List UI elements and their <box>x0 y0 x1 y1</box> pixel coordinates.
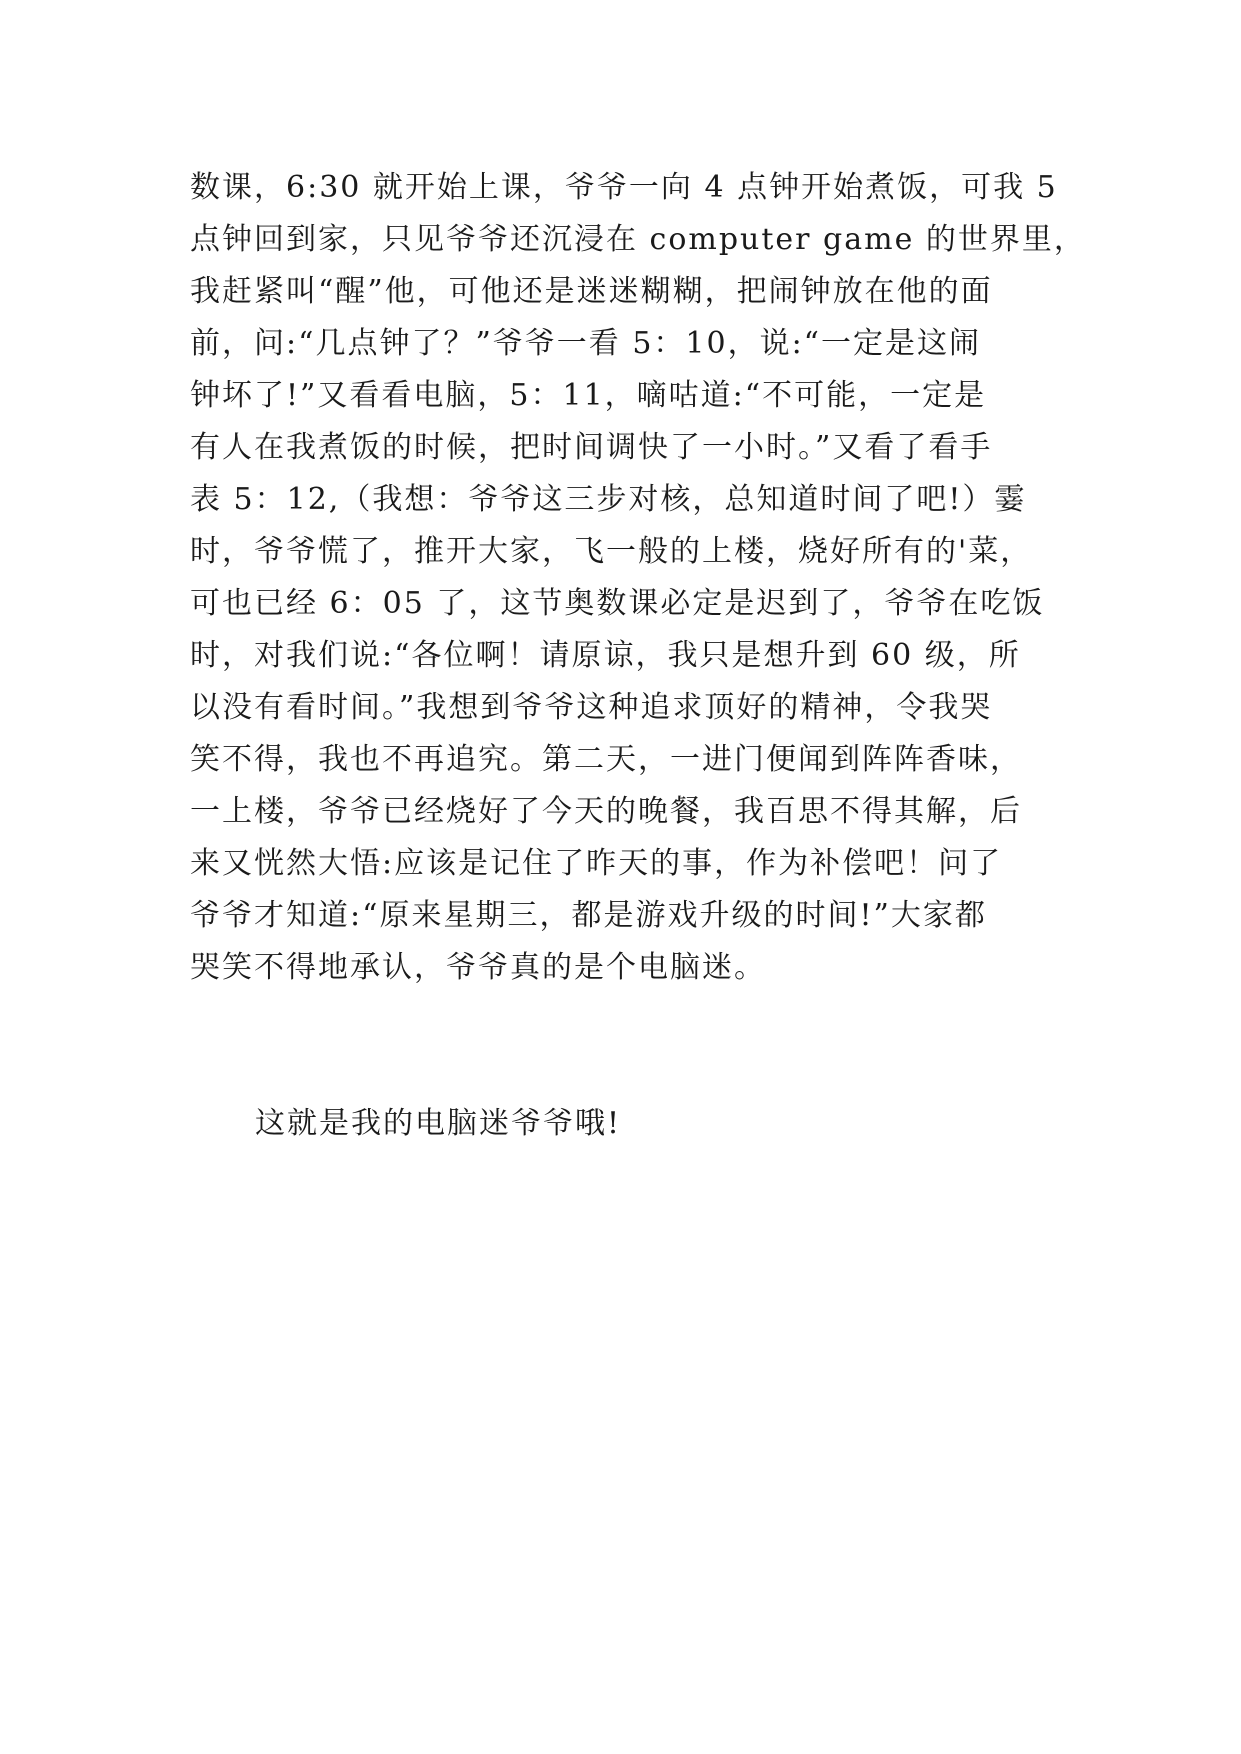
paragraph-line: 前，问:“几点钟了？”爷爷一看 5：10，说:“一定是这闹 <box>190 326 982 361</box>
paragraph-line: 点钟回到家，只见爷爷还沉浸在 computer game 的世界里， <box>190 222 1086 257</box>
paragraph-line: 数课，6:30 就开始上课，爷爷一向 4 点钟开始煮饭，可我 5 <box>190 170 1058 205</box>
paragraph-line: 可也已经 6：05 了，这节奥数课必定是迟到了，爷爷在吃饭 <box>190 586 1045 621</box>
paragraph-line: 来又恍然大悟:应该是记住了昨天的事，作为补偿吧！问了 <box>190 846 1003 881</box>
paragraph-line: 一上楼，爷爷已经烧好了今天的晚餐，我百思不得其解，后 <box>190 794 1022 829</box>
paragraph-line: 钟坏了!”又看看电脑，5：11，嘀咕道:“不可能，一定是 <box>190 378 987 413</box>
essay-paragraph <box>190 162 1086 994</box>
paragraph-line: 哭笑不得地承认，爷爷真的是个电脑迷。 <box>190 950 766 985</box>
closing-line: 这就是我的电脑迷爷爷哦! <box>255 1106 622 1141</box>
paragraph-line: 爷爷才知道:“原来星期三，都是游戏升级的时间!”大家都 <box>190 898 987 933</box>
paragraph-line: 有人在我煮饭的时候，把时间调快了一小时。”又看了看手 <box>190 430 993 465</box>
paragraph-line: 以没有看时间。”我想到爷爷这种追求顶好的精神，令我哭 <box>190 690 993 725</box>
paragraph-line: 我赶紧叫“醒”他，可他还是迷迷糊糊，把闹钟放在他的面 <box>190 274 993 309</box>
paragraph-line: 时，对我们说:“各位啊！请原谅，我只是想升到 60 级，所 <box>190 638 1021 673</box>
paragraph-line: 笑不得，我也不再追究。第二天，一进门便闻到阵阵香味， <box>190 742 1022 777</box>
paragraph-line: 时，爷爷慌了，推开大家，飞一般的上楼，烧好所有的'菜， <box>190 534 1033 569</box>
paragraph-line: 表 5：12,（我想：爷爷这三步对核，总知道时间了吧!）霎 <box>190 482 1027 517</box>
